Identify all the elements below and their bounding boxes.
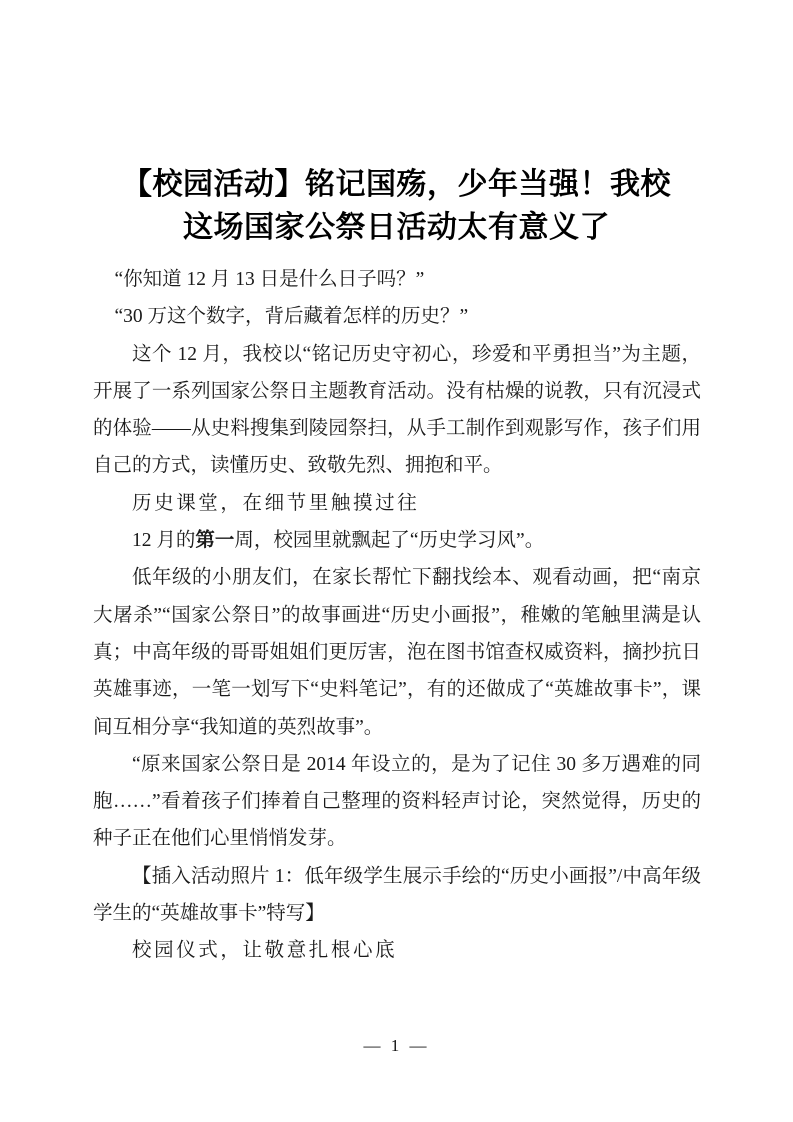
subheading-campus-ceremony: 校园仪式，让敬意扎根心底	[132, 940, 398, 962]
page-number-footer: — 1 —	[363, 1036, 430, 1055]
paragraph-quote-date: “你知道 12 月 13 日是什么日子吗？”	[114, 269, 425, 290]
page-title-line-2: 这场国家公祭日活动太有意义了	[183, 211, 610, 245]
paragraph-first-week-before: 12 月的	[132, 530, 196, 552]
paragraph-students-activities: 低年级的小朋友们，在家长帮忙下翻找绘本、观看动画，把“南京大屠杀”“国家公祭日”的故事画进“历史小画报”，稚嫩的笔触里满是认真；中高年级的哥哥姐姐们更厉害，泡在图书馆查权威资料，摘抄抗日英雄事迹，一笔一划写下“史料笔记”，有的还做成了“英雄故事卡”，课间互相分享“我知道的英烈故事”。	[93, 567, 701, 738]
subheading-history-class: 历史课堂，在细节里触摸过往	[132, 492, 420, 514]
paragraph-theme-overview: 这个 12 月，我校以“铭记历史守初心，珍爱和平勇担当”为主题，开展了一系列国家公祭日主题教育活动。没有枯燥的说教，只有沉浸式的体验——从史料搜集到陵园祭扫，从手工制作到观影写作，孩子们用自己的方式，读懂历史、致敬先烈、拥抱和平。	[93, 343, 701, 477]
paragraph-quote-number: “30 万这个数字，背后藏着怎样的历史？”	[114, 306, 469, 328]
paragraph-first-week	[93, 522, 701, 559]
paragraph-first-week-emphasis: 第一	[195, 530, 235, 552]
paragraph-memorial-day-origin: “原来国家公祭日是 2014 年设立的，是为了记住 30 多万遇难的同胞……”看着孩子们捧着自己整理的资料轻声讨论，突然觉得，历史的种子正在他们心里悄悄发芽。	[93, 753, 701, 850]
page-title-line-1: 【校园活动】铭记国殇，少年当强！我校	[122, 168, 671, 202]
paragraph-photo-placeholder-1: 【插入活动照片 1：低年级学生展示手绘的“历史小画报”/中高年级学生的“英雄故事卡”特写】	[93, 865, 701, 925]
page-title	[84, 163, 709, 249]
document-body	[93, 261, 701, 970]
paragraph-first-week-after: 周，校园里就飘起了“历史学习风”。	[234, 530, 545, 552]
